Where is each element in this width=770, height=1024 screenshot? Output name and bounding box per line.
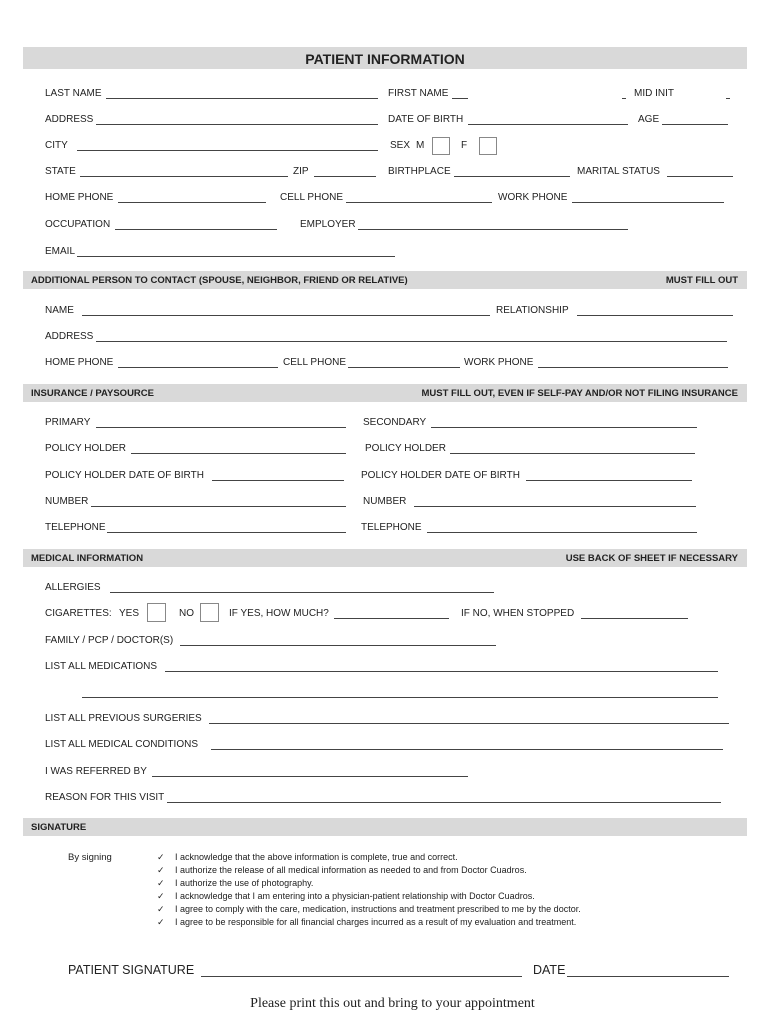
state-field[interactable]: [80, 176, 288, 177]
cell-phone-field[interactable]: [346, 202, 492, 203]
family-doctor-label: FAMILY / PCP / DOCTOR(S): [45, 635, 174, 646]
home-phone-label: HOME PHONE: [45, 192, 114, 203]
surgeries-label: LIST ALL PREVIOUS SURGERIES: [45, 713, 202, 724]
checkmark-icon: ✓: [157, 917, 165, 927]
date-field[interactable]: [567, 976, 729, 977]
page-title: PATIENT INFORMATION: [305, 51, 465, 67]
checkmark-icon: ✓: [157, 852, 165, 862]
if-yes-label: IF YES, HOW MUCH?: [229, 608, 329, 619]
cigarettes-yes-checkbox[interactable]: [147, 603, 166, 622]
acknowledgment-text: I agree to comply with the care, medication, instructions and treatment prescribed to me by the doctor.: [175, 904, 581, 914]
primary-telephone-field[interactable]: [107, 532, 346, 533]
family-doctor-field[interactable]: [180, 645, 496, 646]
age-label: AGE: [638, 114, 660, 125]
checkmark-icon: ✓: [157, 891, 165, 901]
cigarettes-yes-label: YES: [119, 608, 140, 619]
primary-number-label: NUMBER: [45, 496, 89, 507]
contact-address-field[interactable]: [96, 341, 727, 342]
mid-init-label: MID INIT: [634, 88, 674, 99]
secondary-field[interactable]: [431, 427, 697, 428]
insurance-must-fill: MUST FILL OUT, EVEN IF SELF-PAY AND/OR NOT FILING INSURANCE: [421, 388, 738, 399]
mid-init-field[interactable]: [726, 98, 730, 99]
by-signing-label: By signing: [68, 852, 112, 863]
reason-field[interactable]: [167, 802, 721, 803]
acknowledgment-text: I authorize the use of photography.: [175, 878, 314, 888]
when-stopped-field[interactable]: [581, 618, 688, 619]
contact-address-label: ADDRESS: [45, 331, 94, 342]
last-name-label: LAST NAME: [45, 88, 102, 99]
sex-label: SEX: [390, 140, 411, 151]
work-phone-label: WORK PHONE: [498, 192, 568, 203]
city-field[interactable]: [77, 150, 378, 151]
primary-label: PRIMARY: [45, 417, 91, 428]
city-label: CITY: [45, 140, 68, 151]
contact-cell-phone-label: CELL PHONE: [283, 357, 346, 368]
patient-signature-field[interactable]: [201, 976, 522, 977]
patient-signature-label: PATIENT SIGNATURE: [68, 963, 195, 977]
occupation-label: OCCUPATION: [45, 219, 111, 230]
address-field[interactable]: [96, 124, 378, 125]
contact-header: ADDITIONAL PERSON TO CONTACT (SPOUSE, NEIGHBOR, FRIEND OR RELATIVE): [31, 275, 408, 286]
sex-m-label: M: [416, 140, 425, 151]
medical-header: MEDICAL INFORMATION: [31, 553, 144, 564]
contact-home-phone-field[interactable]: [118, 367, 278, 368]
relationship-label: RELATIONSHIP: [496, 305, 569, 316]
cigarettes-label: CIGARETTES:: [45, 608, 112, 619]
dob-label: DATE OF BIRTH: [388, 114, 464, 125]
birthplace-label: BIRTHPLACE: [388, 166, 451, 177]
primary-policy-dob-label: POLICY HOLDER DATE OF BIRTH: [45, 470, 204, 481]
sex-m-checkbox[interactable]: [432, 137, 450, 155]
primary-policy-holder-label: POLICY HOLDER: [45, 443, 126, 454]
primary-telephone-label: TELEPHONE: [45, 522, 106, 533]
sex-f-checkbox[interactable]: [479, 137, 497, 155]
referred-by-label: I WAS REFERRED BY: [45, 766, 147, 777]
footer-note: Please print this out and bring to your appointment: [250, 996, 535, 1011]
secondary-telephone-field[interactable]: [427, 532, 697, 533]
employer-label: EMPLOYER: [300, 219, 356, 230]
secondary-telephone-label: TELEPHONE: [361, 522, 422, 533]
state-label: STATE: [45, 166, 76, 177]
contact-home-phone-label: HOME PHONE: [45, 357, 114, 368]
how-much-field[interactable]: [334, 618, 449, 619]
employer-field[interactable]: [358, 229, 628, 230]
dob-field[interactable]: [468, 124, 628, 125]
address-label: ADDRESS: [45, 114, 94, 125]
checkmark-icon: ✓: [157, 878, 165, 888]
sex-f-label: F: [461, 140, 468, 151]
referred-by-field[interactable]: [152, 776, 468, 777]
home-phone-field[interactable]: [118, 202, 266, 203]
contact-work-phone-field[interactable]: [538, 367, 728, 368]
marital-field[interactable]: [667, 176, 733, 177]
signature-header: SIGNATURE: [31, 822, 87, 833]
last-name-field[interactable]: [106, 98, 378, 99]
birthplace-field[interactable]: [454, 176, 570, 177]
contact-name-field[interactable]: [82, 315, 490, 316]
marital-label: MARITAL STATUS: [577, 166, 660, 177]
cigarettes-no-checkbox[interactable]: [200, 603, 219, 622]
secondary-policy-dob-label: POLICY HOLDER DATE OF BIRTH: [361, 470, 520, 481]
medications-field[interactable]: [165, 671, 718, 672]
contact-must-fill: MUST FILL OUT: [665, 275, 738, 286]
signature-header-bar: [23, 818, 747, 836]
conditions-field[interactable]: [211, 749, 723, 750]
cell-phone-label: CELL PHONE: [280, 192, 343, 203]
secondary-label: SECONDARY: [363, 417, 427, 428]
relationship-field[interactable]: [577, 315, 733, 316]
zip-label: ZIP: [293, 166, 309, 177]
contact-name-label: NAME: [45, 305, 74, 316]
secondary-number-label: NUMBER: [363, 496, 407, 507]
secondary-policy-holder-label: POLICY HOLDER: [365, 443, 446, 454]
contact-work-phone-label: WORK PHONE: [464, 357, 534, 368]
allergies-label: ALLERGIES: [45, 582, 101, 593]
cigarettes-no-label: NO: [179, 608, 194, 619]
primary-field[interactable]: [96, 427, 346, 428]
primary-policy-dob-field[interactable]: [212, 480, 344, 481]
reason-label: REASON FOR THIS VISIT: [45, 792, 165, 803]
email-field[interactable]: [77, 256, 395, 257]
first-name-field-end: [622, 98, 626, 99]
zip-field[interactable]: [314, 176, 376, 177]
if-no-label: IF NO, WHEN STOPPED: [461, 608, 575, 619]
secondary-policy-dob-field[interactable]: [526, 480, 692, 481]
insurance-header: INSURANCE / PAYSOURCE: [31, 388, 154, 399]
checkmark-icon: ✓: [157, 904, 165, 914]
secondary-number-field[interactable]: [414, 506, 696, 507]
medications-label: LIST ALL MEDICATIONS: [45, 661, 158, 672]
primary-number-field[interactable]: [91, 506, 346, 507]
surgeries-field[interactable]: [209, 723, 729, 724]
occupation-field[interactable]: [115, 229, 277, 230]
age-field[interactable]: [662, 124, 728, 125]
secondary-policy-holder-field[interactable]: [450, 453, 695, 454]
first-name-field[interactable]: [452, 98, 468, 99]
checkmark-icon: ✓: [157, 865, 165, 875]
acknowledgment-text: I agree to be responsible for all financial charges incurred as a result of my evaluation and treatment.: [175, 917, 577, 927]
date-label: DATE: [533, 963, 566, 977]
acknowledgment-text: I acknowledge that I am entering into a physician-patient relationship with Doctor Cuadros.: [175, 891, 535, 901]
acknowledgment-text: I acknowledge that the above information is complete, true and correct.: [175, 852, 458, 862]
conditions-label: LIST ALL MEDICAL CONDITIONS: [45, 739, 199, 750]
primary-policy-holder-field[interactable]: [131, 453, 346, 454]
first-name-label: FIRST NAME: [388, 88, 449, 99]
allergies-field[interactable]: [110, 592, 494, 593]
contact-cell-phone-field[interactable]: [348, 367, 460, 368]
email-label: EMAIL: [45, 246, 76, 257]
work-phone-field[interactable]: [572, 202, 724, 203]
medical-note: USE BACK OF SHEET IF NECESSARY: [565, 553, 738, 564]
acknowledgment-text: I authorize the release of all medical information as needed to and from Doctor Cuadros.: [175, 865, 527, 875]
medications-field-2[interactable]: [82, 697, 718, 698]
